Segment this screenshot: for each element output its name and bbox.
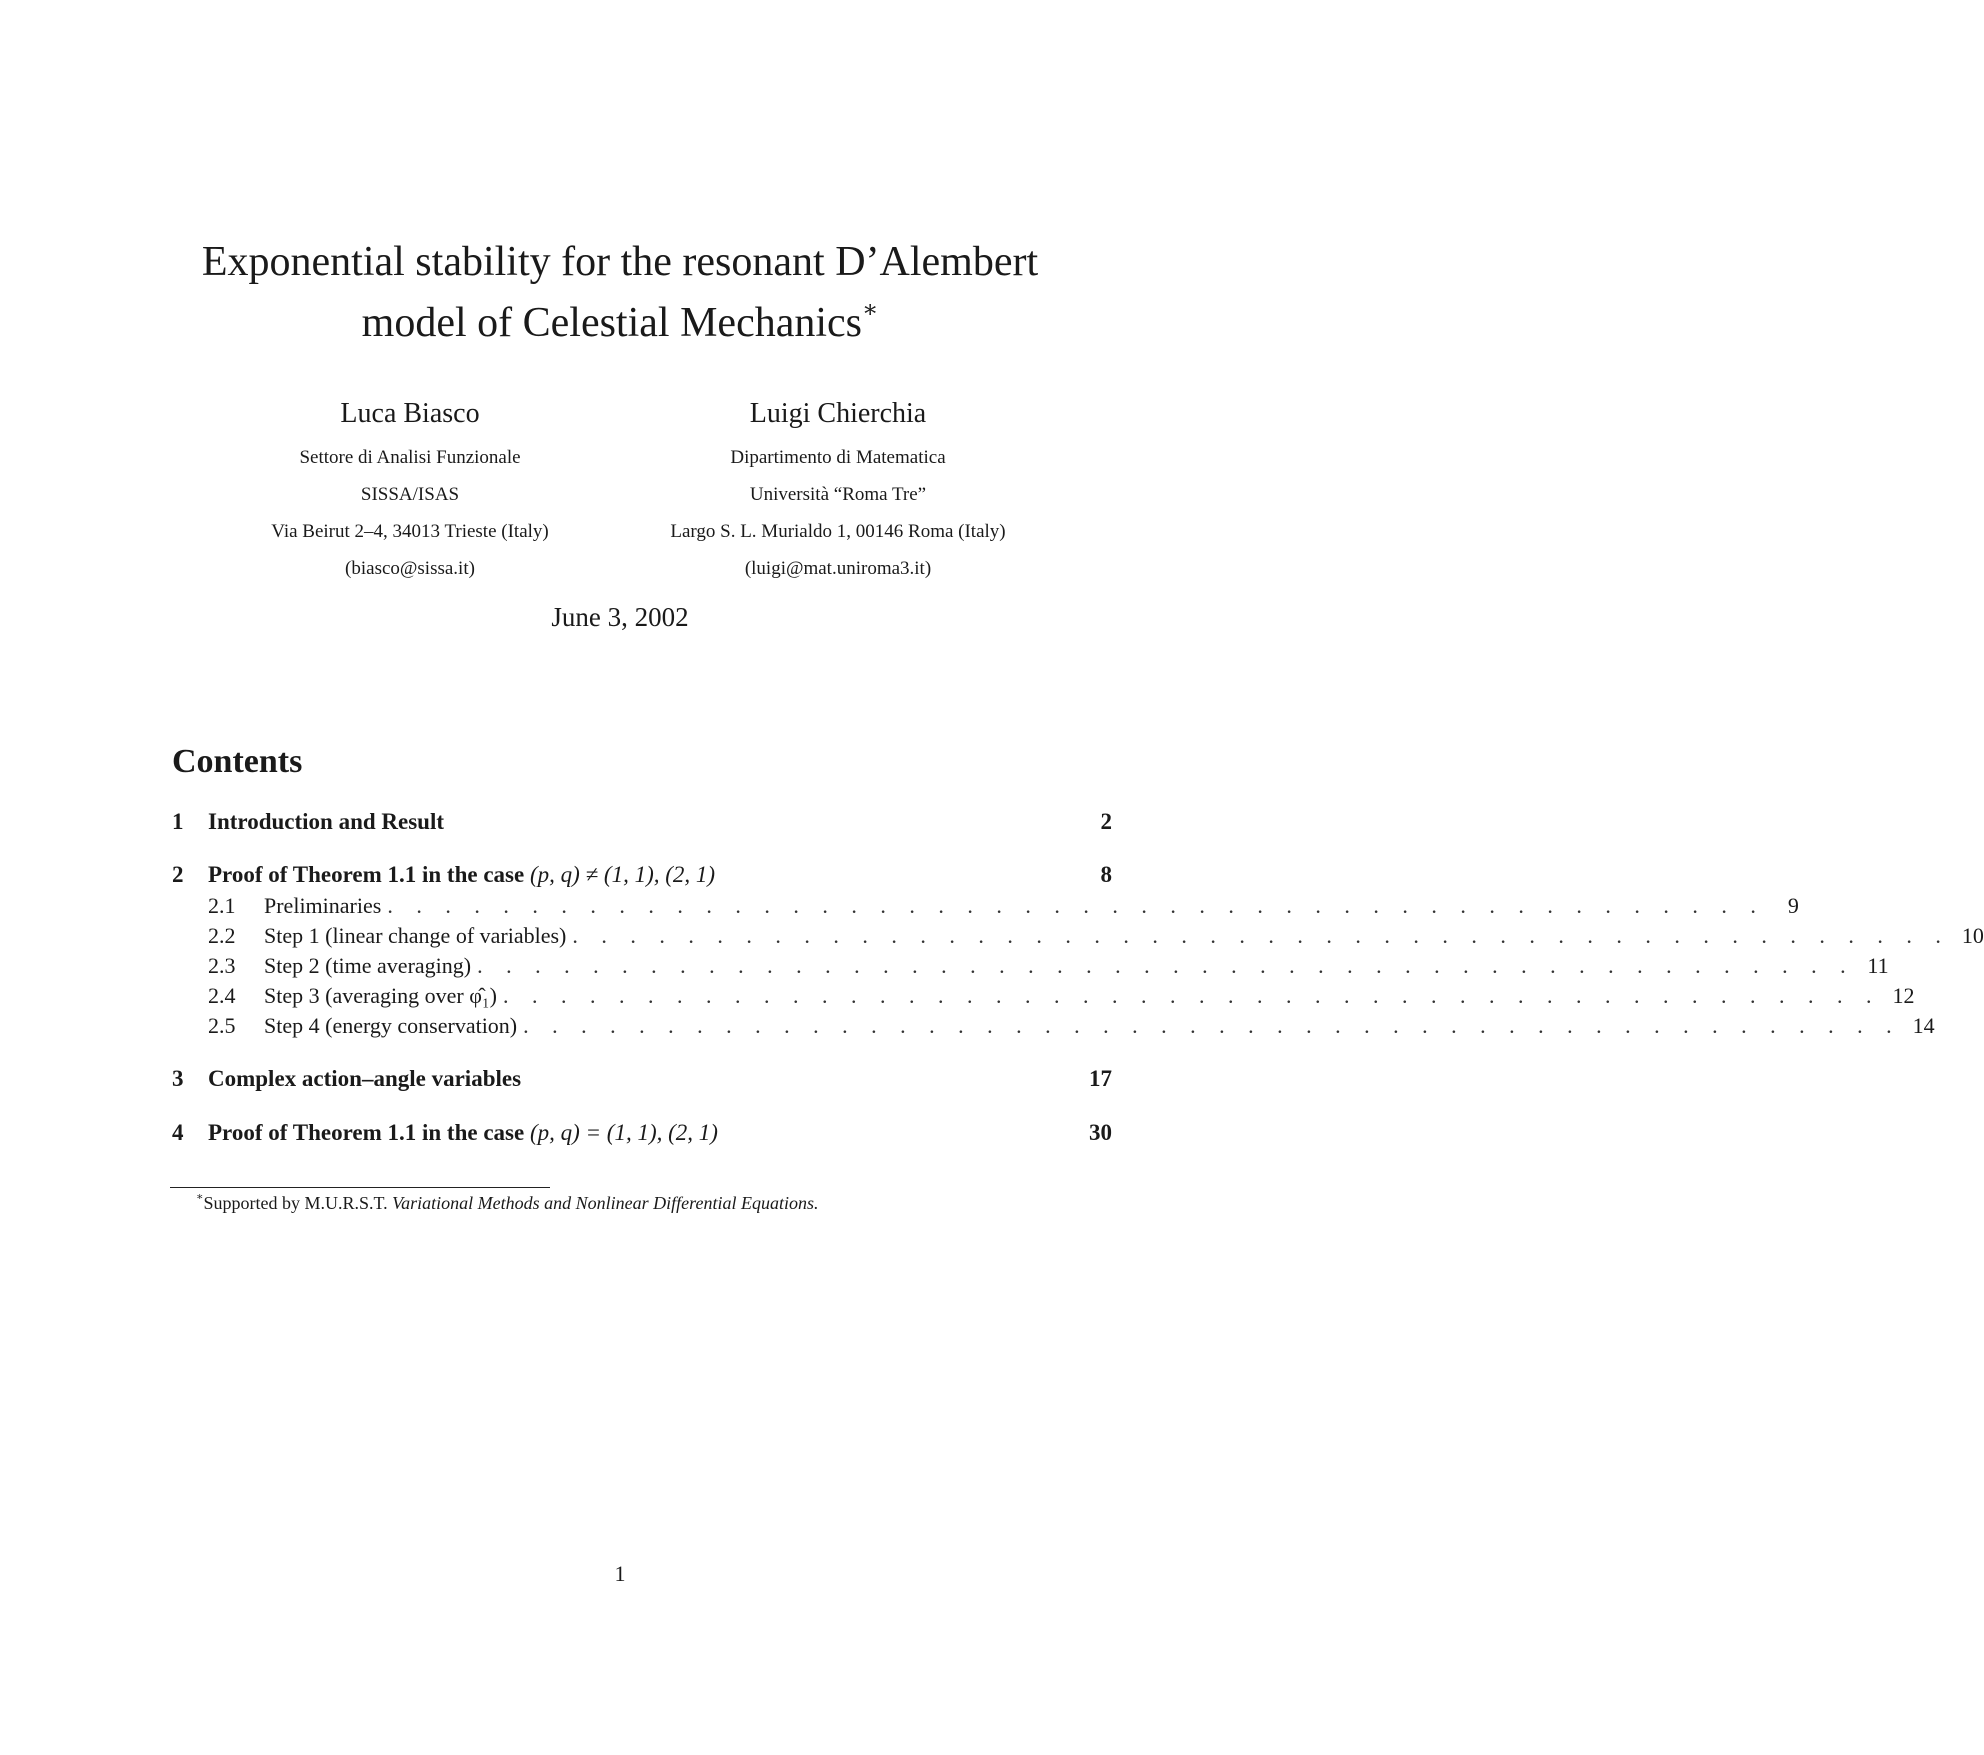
toc-section-title: Proof of Theorem 1.1 in the case (p, q) = (1, 1), (2, 1) [208,1120,718,1145]
title-line-1: Exponential stability for the resonant D’Alembert [201,239,1039,285]
toc-leader-dots: . . . . . . . . . . . . . . . . . . . . . . . . . . . . . . . . . . . . . . . . . . . . . . . . [572,923,1950,948]
toc-subsection-title: Step 4 (energy conservation) [264,1013,523,1039]
toc-leader-dots: . . . . . . . . . . . . . . . . . . . . . . . . . . . . . . . . . . . . . . . . . . . . . . . . [502,983,1881,1008]
toc-section-title: Introduction and Result [208,809,445,834]
author-affiliation-line: Largo S. L. Murialdo 1, 00146 Roma (Italy) [670,521,1006,542]
toc-subsection-title: Step 2 (time averaging) [264,953,477,979]
toc-section-number: 1 [172,809,184,834]
toc-section-number: 3 [172,1066,184,1091]
author-block-1 [200,397,620,587]
toc-subsection-2-2[interactable] [208,923,1984,953]
toc-subsection-number: 2.5 [208,1013,236,1038]
toc-leader-dots: . . . . . . . . . . . . . . . . . . . . . . . . . . . . . . . . . . . . . . . . . . . . . . . . [523,1013,1901,1038]
toc-subsection-page: 11 [1855,953,1889,979]
author-affiliation-line: Via Beirut 2–4, 34013 Trieste (Italy) [271,521,549,542]
toc-section-4[interactable] [172,1120,1112,1154]
title-line-2: model of Celestial Mechanics∗ [361,297,879,346]
toc-subsection-number: 2.4 [208,983,236,1008]
toc-subsection-2-5[interactable] [208,1013,1935,1043]
toc-leader-dots: . . . . . . . . . . . . . . . . . . . . . . . . . . . . . . . . . . . . . . . . . . . . . . . . [477,953,1855,978]
footnote-text: Supported by M.U.R.S.T. [203,1193,388,1213]
footnote-grant-title: Variational Methods and Nonlinear Differential Equations. [392,1193,819,1213]
toc-subsection-title: Preliminaries [264,893,387,919]
footnote-mark: ∗ [196,1191,204,1203]
toc-section-page: 17 [1089,1066,1112,1091]
author-name: Luigi Chierchia [749,398,927,429]
toc-leader-dots: . . . . . . . . . . . . . . . . . . . . . . . . . . . . . . . . . . . . . . . . . . . . . . . . [387,893,1765,918]
toc-subsection-2-1[interactable] [208,893,1799,923]
toc-section-title: Proof of Theorem 1.1 in the case (p, q) ≠ (1, 1), (2, 1) [208,862,716,887]
toc-subsection-number: 2.3 [208,953,236,978]
author-affiliation-line: Dipartimento di Matematica [730,447,946,468]
author-affiliation-line: Settore di Analisi Funzionale [299,447,521,468]
toc-section-3[interactable] [172,1066,1112,1100]
contents-heading: Contents [172,743,303,780]
toc-subsection-title: Step 3 (averaging over φ̂₁) [264,983,503,1009]
toc-subsection-page: 9 [1765,893,1799,919]
toc-subsection-page: 14 [1901,1013,1935,1039]
author-email: (luigi@mat.uniroma3.it) [744,558,932,579]
toc-subsection-2-4[interactable] [208,983,1915,1013]
title-footnote-mark: ∗ [862,297,879,323]
toc-section-page: 30 [1089,1120,1112,1145]
toc-subsection-title: Step 1 (linear change of variables) [264,923,572,949]
toc-subsection-page: 12 [1880,983,1914,1009]
author-affiliation-line: SISSA/ISAS [360,484,460,505]
author-name: Luca Biasco [340,398,480,429]
author-email: (biasco@sissa.it) [345,558,475,579]
toc-section-2[interactable] [172,862,1112,896]
toc-subsection-number: 2.2 [208,923,236,948]
paper-date: June 3, 2002 [551,602,689,632]
toc-section-page: 8 [1100,862,1112,887]
page-number: 1 [614,1561,626,1586]
toc-section-1[interactable] [172,809,1112,843]
toc-subsection-page: 10 [1950,923,1984,949]
toc-section-number: 4 [172,1120,184,1145]
footnote [196,1192,819,1214]
toc-subsection-number: 2.1 [208,893,236,918]
toc-section-number: 2 [172,862,184,887]
toc-section-math: (p, q) ≠ (1, 1), (2, 1) [529,862,716,887]
footnote-rule [170,1187,550,1188]
toc-section-title: Complex action–angle variables [208,1066,522,1091]
toc-section-math: (p, q) = (1, 1), (2, 1) [529,1120,718,1145]
author-affiliation-line: Università “Roma Tre” [749,484,927,505]
toc-section-page: 2 [1100,809,1112,834]
paper-title [0,236,1240,349]
author-block-2 [628,397,1048,587]
toc-subsection-2-3[interactable] [208,953,1889,983]
